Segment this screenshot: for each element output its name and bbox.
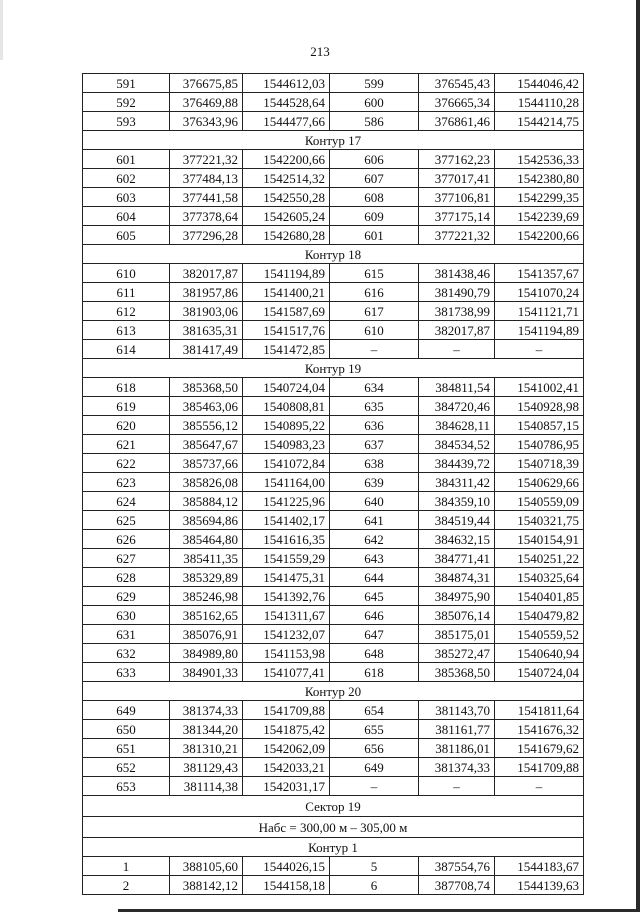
- x-coordinate-cell: 381161,77: [419, 720, 495, 739]
- point-number-cell: 6: [330, 876, 419, 895]
- y-coordinate-cell: 1541164,00: [243, 473, 330, 492]
- x-coordinate-cell: 385076,91: [170, 625, 243, 644]
- point-number-cell: –: [330, 340, 419, 359]
- table-row: [83, 739, 584, 758]
- point-number-cell: 656: [330, 739, 419, 758]
- x-coordinate-cell: –: [419, 777, 495, 796]
- table-row: [83, 207, 584, 226]
- y-coordinate-cell: 1540808,81: [243, 397, 330, 416]
- table-row: [83, 568, 584, 587]
- table-row: [83, 511, 584, 530]
- point-number-cell: 649: [330, 758, 419, 777]
- x-coordinate-cell: 384989,80: [170, 644, 243, 663]
- y-coordinate-cell: 1544026,15: [243, 857, 330, 876]
- point-number-cell: 636: [330, 416, 419, 435]
- point-number-cell: 602: [83, 169, 170, 188]
- y-coordinate-cell: 1540251,22: [495, 549, 584, 568]
- x-coordinate-cell: 376343,96: [170, 112, 243, 131]
- section-heading-row: [83, 359, 584, 378]
- x-coordinate-cell: 382017,87: [419, 321, 495, 340]
- y-coordinate-cell: 1544477,66: [243, 112, 330, 131]
- y-coordinate-cell: –: [495, 340, 584, 359]
- y-coordinate-cell: 1542380,80: [495, 169, 584, 188]
- coordinates-table: [82, 73, 584, 895]
- x-coordinate-cell: 381738,99: [419, 302, 495, 321]
- x-coordinate-cell: 388105,60: [170, 857, 243, 876]
- table-row: [83, 663, 584, 682]
- x-coordinate-cell: 381143,70: [419, 701, 495, 720]
- y-coordinate-cell: 1544110,28: [495, 93, 584, 112]
- table-row: [83, 74, 584, 93]
- y-coordinate-cell: 1541400,21: [243, 283, 330, 302]
- point-number-cell: 593: [83, 112, 170, 131]
- y-coordinate-cell: 1542200,66: [243, 150, 330, 169]
- y-coordinate-cell: 1544214,75: [495, 112, 584, 131]
- section-heading-row: [83, 838, 584, 857]
- y-coordinate-cell: 1541392,76: [243, 587, 330, 606]
- section-heading: Контур 19: [83, 359, 584, 378]
- y-coordinate-cell: 1540786,95: [495, 435, 584, 454]
- y-coordinate-cell: 1541311,67: [243, 606, 330, 625]
- point-number-cell: 601: [83, 150, 170, 169]
- table-row: [83, 492, 584, 511]
- x-coordinate-cell: 377106,81: [419, 188, 495, 207]
- section-heading-row: [83, 817, 584, 838]
- y-coordinate-cell: 1541875,42: [243, 720, 330, 739]
- point-number-cell: 642: [330, 530, 419, 549]
- point-number-cell: 619: [83, 397, 170, 416]
- y-coordinate-cell: 1540325,64: [495, 568, 584, 587]
- x-coordinate-cell: 377017,41: [419, 169, 495, 188]
- y-coordinate-cell: 1542605,24: [243, 207, 330, 226]
- y-coordinate-cell: 1541232,07: [243, 625, 330, 644]
- y-coordinate-cell: 1540983,23: [243, 435, 330, 454]
- section-heading: Контур 17: [83, 131, 584, 150]
- page-number: 213: [310, 44, 330, 59]
- point-number-cell: 627: [83, 549, 170, 568]
- point-number-cell: 618: [83, 378, 170, 397]
- x-coordinate-cell: 381310,21: [170, 739, 243, 758]
- point-number-cell: 1: [83, 857, 170, 876]
- x-coordinate-cell: 388142,12: [170, 876, 243, 895]
- point-number-cell: 615: [330, 264, 419, 283]
- x-coordinate-cell: 381374,33: [419, 758, 495, 777]
- point-number-cell: 625: [83, 511, 170, 530]
- x-coordinate-cell: 385826,08: [170, 473, 243, 492]
- x-coordinate-cell: 377221,32: [170, 150, 243, 169]
- y-coordinate-cell: 1540479,82: [495, 606, 584, 625]
- point-number-cell: 651: [83, 739, 170, 758]
- point-number-cell: 626: [83, 530, 170, 549]
- y-coordinate-cell: 1541709,88: [495, 758, 584, 777]
- y-coordinate-cell: 1541587,69: [243, 302, 330, 321]
- y-coordinate-cell: 1540724,04: [243, 378, 330, 397]
- y-coordinate-cell: 1541616,35: [243, 530, 330, 549]
- y-coordinate-cell: 1540857,15: [495, 416, 584, 435]
- x-coordinate-cell: 385737,66: [170, 454, 243, 473]
- y-coordinate-cell: 1542239,69: [495, 207, 584, 226]
- point-number-cell: 605: [83, 226, 170, 245]
- x-coordinate-cell: 384519,44: [419, 511, 495, 530]
- y-coordinate-cell: 1544139,63: [495, 876, 584, 895]
- x-coordinate-cell: 376665,34: [419, 93, 495, 112]
- x-coordinate-cell: 387554,76: [419, 857, 495, 876]
- x-coordinate-cell: 385647,67: [170, 435, 243, 454]
- y-coordinate-cell: 1541194,89: [243, 264, 330, 283]
- x-coordinate-cell: 384720,46: [419, 397, 495, 416]
- point-number-cell: 630: [83, 606, 170, 625]
- table-row: [83, 644, 584, 663]
- point-number-cell: 654: [330, 701, 419, 720]
- y-coordinate-cell: 1542550,28: [243, 188, 330, 207]
- x-coordinate-cell: 384811,54: [419, 378, 495, 397]
- x-coordinate-cell: 384534,52: [419, 435, 495, 454]
- x-coordinate-cell: 377162,23: [419, 150, 495, 169]
- point-number-cell: 591: [83, 74, 170, 93]
- table-row: [83, 777, 584, 796]
- point-number-cell: 647: [330, 625, 419, 644]
- x-coordinate-cell: 381903,06: [170, 302, 243, 321]
- point-number-cell: 614: [83, 340, 170, 359]
- y-coordinate-cell: 1544046,42: [495, 74, 584, 93]
- point-number-cell: 618: [330, 663, 419, 682]
- section-heading: Контур 20: [83, 682, 584, 701]
- section-heading: Сектор 19: [83, 796, 584, 817]
- y-coordinate-cell: 1541153,98: [243, 644, 330, 663]
- x-coordinate-cell: 385175,01: [419, 625, 495, 644]
- table-row: [83, 188, 584, 207]
- y-coordinate-cell: 1540154,91: [495, 530, 584, 549]
- y-coordinate-cell: 1542200,66: [495, 226, 584, 245]
- x-coordinate-cell: 381114,38: [170, 777, 243, 796]
- point-number-cell: 652: [83, 758, 170, 777]
- y-coordinate-cell: 1541402,17: [243, 511, 330, 530]
- point-number-cell: 641: [330, 511, 419, 530]
- x-coordinate-cell: 385272,47: [419, 644, 495, 663]
- y-coordinate-cell: 1542031,17: [243, 777, 330, 796]
- y-coordinate-cell: 1541679,62: [495, 739, 584, 758]
- y-coordinate-cell: 1541225,96: [243, 492, 330, 511]
- y-coordinate-cell: 1541357,67: [495, 264, 584, 283]
- section-heading-row: [83, 796, 584, 817]
- y-coordinate-cell: 1540629,66: [495, 473, 584, 492]
- x-coordinate-cell: 385464,80: [170, 530, 243, 549]
- x-coordinate-cell: 377296,28: [170, 226, 243, 245]
- point-number-cell: 592: [83, 93, 170, 112]
- section-heading-row: [83, 131, 584, 150]
- point-number-cell: 604: [83, 207, 170, 226]
- point-number-cell: 635: [330, 397, 419, 416]
- table-row: [83, 93, 584, 112]
- y-coordinate-cell: 1541002,41: [495, 378, 584, 397]
- point-number-cell: 622: [83, 454, 170, 473]
- table-row: [83, 587, 584, 606]
- point-number-cell: 586: [330, 112, 419, 131]
- scan-right-edge: [636, 0, 640, 912]
- x-coordinate-cell: 385368,50: [419, 663, 495, 682]
- x-coordinate-cell: 381438,46: [419, 264, 495, 283]
- y-coordinate-cell: 1541194,89: [495, 321, 584, 340]
- point-number-cell: 632: [83, 644, 170, 663]
- y-coordinate-cell: 1541811,64: [495, 701, 584, 720]
- table-row: [83, 264, 584, 283]
- y-coordinate-cell: 1541472,85: [243, 340, 330, 359]
- table-row: [83, 720, 584, 739]
- point-number-cell: 637: [330, 435, 419, 454]
- point-number-cell: 600: [330, 93, 419, 112]
- x-coordinate-cell: 385884,12: [170, 492, 243, 511]
- x-coordinate-cell: –: [419, 340, 495, 359]
- section-heading: Контур 18: [83, 245, 584, 264]
- x-coordinate-cell: 384874,31: [419, 568, 495, 587]
- x-coordinate-cell: 381417,49: [170, 340, 243, 359]
- table-row: [83, 606, 584, 625]
- x-coordinate-cell: 377221,32: [419, 226, 495, 245]
- point-number-cell: 633: [83, 663, 170, 682]
- y-coordinate-cell: 1542514,32: [243, 169, 330, 188]
- x-coordinate-cell: 381957,86: [170, 283, 243, 302]
- table-row: [83, 150, 584, 169]
- x-coordinate-cell: 381490,79: [419, 283, 495, 302]
- y-coordinate-cell: 1541475,31: [243, 568, 330, 587]
- point-number-cell: 609: [330, 207, 419, 226]
- point-number-cell: 634: [330, 378, 419, 397]
- table-row: [83, 530, 584, 549]
- x-coordinate-cell: 377175,14: [419, 207, 495, 226]
- y-coordinate-cell: 1541517,76: [243, 321, 330, 340]
- y-coordinate-cell: 1544158,18: [243, 876, 330, 895]
- point-number-cell: 601: [330, 226, 419, 245]
- y-coordinate-cell: 1540895,22: [243, 416, 330, 435]
- point-number-cell: 649: [83, 701, 170, 720]
- table-row: [83, 416, 584, 435]
- x-coordinate-cell: 384632,15: [419, 530, 495, 549]
- y-coordinate-cell: 1541676,32: [495, 720, 584, 739]
- point-number-cell: 644: [330, 568, 419, 587]
- x-coordinate-cell: 376861,46: [419, 112, 495, 131]
- x-coordinate-cell: 384901,33: [170, 663, 243, 682]
- point-number-cell: 612: [83, 302, 170, 321]
- y-coordinate-cell: 1541559,29: [243, 549, 330, 568]
- y-coordinate-cell: 1540724,04: [495, 663, 584, 682]
- x-coordinate-cell: 384771,41: [419, 549, 495, 568]
- point-number-cell: 623: [83, 473, 170, 492]
- x-coordinate-cell: 385556,12: [170, 416, 243, 435]
- table-row: [83, 435, 584, 454]
- table-row: [83, 473, 584, 492]
- y-coordinate-cell: 1540640,94: [495, 644, 584, 663]
- y-coordinate-cell: 1540559,09: [495, 492, 584, 511]
- point-number-cell: 645: [330, 587, 419, 606]
- point-number-cell: 640: [330, 492, 419, 511]
- y-coordinate-cell: 1541121,71: [495, 302, 584, 321]
- y-coordinate-cell: 1544183,67: [495, 857, 584, 876]
- section-heading-row: [83, 245, 584, 264]
- table-row: [83, 112, 584, 131]
- point-number-cell: 599: [330, 74, 419, 93]
- point-number-cell: 617: [330, 302, 419, 321]
- table-row: [83, 454, 584, 473]
- x-coordinate-cell: 385694,86: [170, 511, 243, 530]
- point-number-cell: 624: [83, 492, 170, 511]
- table-row: [83, 876, 584, 895]
- table-row: [83, 397, 584, 416]
- table-row: [83, 340, 584, 359]
- point-number-cell: 608: [330, 188, 419, 207]
- x-coordinate-cell: 385368,50: [170, 378, 243, 397]
- y-coordinate-cell: 1542680,28: [243, 226, 330, 245]
- y-coordinate-cell: 1540928,98: [495, 397, 584, 416]
- point-number-cell: 648: [330, 644, 419, 663]
- x-coordinate-cell: 385076,14: [419, 606, 495, 625]
- table-row: [83, 302, 584, 321]
- y-coordinate-cell: 1540559,52: [495, 625, 584, 644]
- x-coordinate-cell: 384359,10: [419, 492, 495, 511]
- y-coordinate-cell: 1542299,35: [495, 188, 584, 207]
- point-number-cell: 607: [330, 169, 419, 188]
- x-coordinate-cell: 385411,35: [170, 549, 243, 568]
- point-number-cell: 603: [83, 188, 170, 207]
- x-coordinate-cell: 376545,43: [419, 74, 495, 93]
- table-row: [83, 625, 584, 644]
- coordinates-table-body: [83, 74, 584, 895]
- point-number-cell: 610: [330, 321, 419, 340]
- x-coordinate-cell: 385329,89: [170, 568, 243, 587]
- point-number-cell: 620: [83, 416, 170, 435]
- x-coordinate-cell: 384628,11: [419, 416, 495, 435]
- y-coordinate-cell: 1540321,75: [495, 511, 584, 530]
- y-coordinate-cell: 1544612,03: [243, 74, 330, 93]
- table-row: [83, 283, 584, 302]
- x-coordinate-cell: 381344,20: [170, 720, 243, 739]
- point-number-cell: 646: [330, 606, 419, 625]
- point-number-cell: 2: [83, 876, 170, 895]
- table-row: [83, 226, 584, 245]
- y-coordinate-cell: 1541070,24: [495, 283, 584, 302]
- point-number-cell: 629: [83, 587, 170, 606]
- x-coordinate-cell: 377441,58: [170, 188, 243, 207]
- x-coordinate-cell: 381186,01: [419, 739, 495, 758]
- y-coordinate-cell: 1541709,88: [243, 701, 330, 720]
- point-number-cell: 611: [83, 283, 170, 302]
- point-number-cell: 638: [330, 454, 419, 473]
- table-row: [83, 321, 584, 340]
- x-coordinate-cell: 384311,42: [419, 473, 495, 492]
- x-coordinate-cell: 385246,98: [170, 587, 243, 606]
- y-coordinate-cell: 1541072,84: [243, 454, 330, 473]
- x-coordinate-cell: 381635,31: [170, 321, 243, 340]
- x-coordinate-cell: 385463,06: [170, 397, 243, 416]
- y-coordinate-cell: 1541077,41: [243, 663, 330, 682]
- section-heading: Набс = 300,00 м – 305,00 м: [83, 817, 584, 838]
- x-coordinate-cell: 381129,43: [170, 758, 243, 777]
- table-row: [83, 758, 584, 777]
- point-number-cell: 610: [83, 264, 170, 283]
- x-coordinate-cell: 384975,90: [419, 587, 495, 606]
- y-coordinate-cell: 1540401,85: [495, 587, 584, 606]
- table-row: [83, 378, 584, 397]
- point-number-cell: 655: [330, 720, 419, 739]
- point-number-cell: –: [330, 777, 419, 796]
- y-coordinate-cell: 1542536,33: [495, 150, 584, 169]
- point-number-cell: 650: [83, 720, 170, 739]
- x-coordinate-cell: 385162,65: [170, 606, 243, 625]
- point-number-cell: 5: [330, 857, 419, 876]
- y-coordinate-cell: 1542062,09: [243, 739, 330, 758]
- point-number-cell: 616: [330, 283, 419, 302]
- point-number-cell: 631: [83, 625, 170, 644]
- y-coordinate-cell: 1542033,21: [243, 758, 330, 777]
- x-coordinate-cell: 377484,13: [170, 169, 243, 188]
- point-number-cell: 653: [83, 777, 170, 796]
- point-number-cell: 621: [83, 435, 170, 454]
- table-row: [83, 549, 584, 568]
- section-heading-row: [83, 682, 584, 701]
- point-number-cell: 639: [330, 473, 419, 492]
- table-row: [83, 857, 584, 876]
- point-number-cell: 643: [330, 549, 419, 568]
- point-number-cell: 606: [330, 150, 419, 169]
- table-row: [83, 701, 584, 720]
- x-coordinate-cell: 384439,72: [419, 454, 495, 473]
- y-coordinate-cell: 1544528,64: [243, 93, 330, 112]
- x-coordinate-cell: 387708,74: [419, 876, 495, 895]
- x-coordinate-cell: 377378,64: [170, 207, 243, 226]
- point-number-cell: 628: [83, 568, 170, 587]
- y-coordinate-cell: –: [495, 777, 584, 796]
- x-coordinate-cell: 382017,87: [170, 264, 243, 283]
- y-coordinate-cell: 1540718,39: [495, 454, 584, 473]
- section-heading: Контур 1: [83, 838, 584, 857]
- table-row: [83, 169, 584, 188]
- x-coordinate-cell: 376469,88: [170, 93, 243, 112]
- x-coordinate-cell: 376675,85: [170, 74, 243, 93]
- point-number-cell: 613: [83, 321, 170, 340]
- x-coordinate-cell: 381374,33: [170, 701, 243, 720]
